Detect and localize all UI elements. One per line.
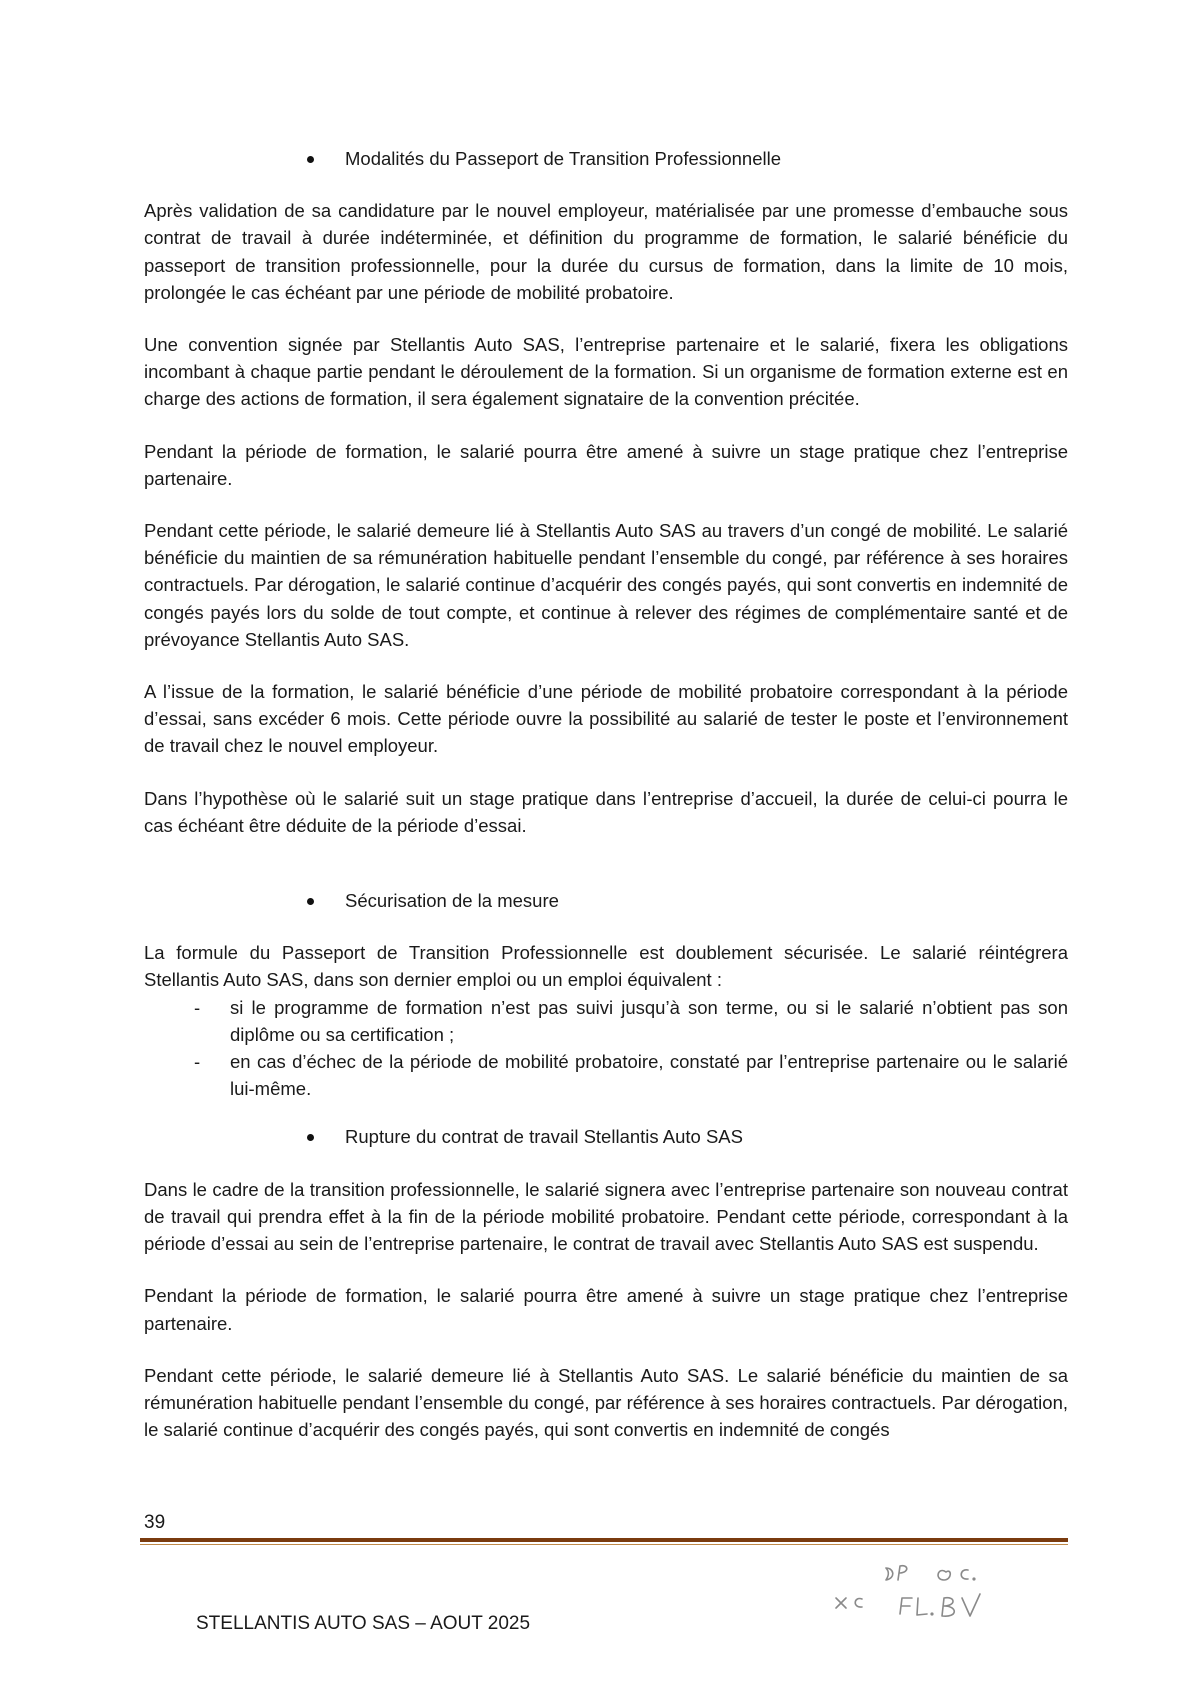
paragraph: Une convention signée par Stellantis Auto SAS, l’entreprise partenaire et le salarié, fixera les obligations incombant à chaque partie pendant le déroulement de la formation. Si un organisme de formation externe est en charge des actions de formation, il sera également signataire de la convention précitée. xyxy=(144,334,1068,410)
footer-rule xyxy=(140,1538,1068,1542)
bullet-icon xyxy=(307,156,314,163)
paragraph: A l’issue de la formation, le salarié bénéficie d’une période de mobilité probatoire correspondant à la période d’essai, sans excéder 6 mois. Cette période ouvre la possibilité au salarié de tester le poste et l’environnement de travail chez le nouvel employeur. xyxy=(144,681,1068,757)
paragraph: Dans le cadre de la transition professionnelle, le salarié signera avec l’entreprise partenaire son nouveau contrat de travail qui prendra effet à la fin de la période mobilité probatoire. Pendant cette période, correspondant à la période d’essai au sein de l’entreprise partenaire, le contrat de travail avec Stellantis Auto SAS est suspendu. xyxy=(144,1178,1068,1255)
handwritten-initials xyxy=(830,1558,1010,1628)
bullet-icon xyxy=(307,898,314,905)
paragraph: Pendant cette période, le salarié demeure lié à Stellantis Auto SAS. Le salarié bénéficie du maintien de sa rémunération habituelle pendant l’ensemble du congé, par référence à ses horaires contractuels. Par dérogation, le salarié continue d’acquérir des congés payés, qui sont convertis en indemnité de congés xyxy=(144,1364,1068,1441)
section-heading-securisation xyxy=(144,887,1068,914)
paragraph: Pendant cette période, le salarié demeure lié à Stellantis Auto SAS au travers d’un congé de mobilité. Le salarié bénéficie du maintien de sa rémunération habituelle pendant l’ensemble du congé, par référence à ses horaires contractuels. Par dérogation, le salarié continue d’acquérir des congés payés, qui sont convertis en indemnité de congés payés lors du solde de tout compte, et continue à relever des régimes de complémentaire santé et de prévoyance Stellantis Auto SAS. xyxy=(144,520,1068,650)
paragraph: Après validation de sa candidature par le nouvel employeur, matérialisée par une promesse d’embauche sous contrat de travail à durée indéterminée, et définition du programme de formation, le salarié bénéficie du passeport de transition professionnelle, pour la durée du cursus de formation, dans la limite de 10 mois, prolongée le cas échéant par une période de mobilité probatoire. xyxy=(144,200,1068,303)
section-heading-label: Rupture du contrat de travail Stellantis Auto SAS xyxy=(345,1126,743,1148)
footer-rule-thin xyxy=(140,1544,1068,1545)
dash-marker: - xyxy=(194,996,201,1018)
page-number: 39 xyxy=(144,1512,166,1533)
bullet-icon xyxy=(307,1134,314,1141)
paragraph: Pendant la période de formation, le salarié pourra être amené à suivre un stage pratique chez l’entreprise partenaire. xyxy=(144,440,1068,489)
list-item-text: en cas d’échec de la période de mobilité probatoire, constaté par l’entreprise partenaire ou le salarié lui-même. xyxy=(230,1051,1068,1100)
section-heading-label: Modalités du Passeport de Transition Professionnelle xyxy=(345,148,782,169)
dash-marker: - xyxy=(194,1051,201,1073)
paragraph: La formule du Passeport de Transition Professionnelle est doublement sécurisée. Le salarié réintégrera Stellantis Auto SAS, dans son dernier emploi ou un emploi équivalent : xyxy=(144,942,1068,991)
section-heading-modalites xyxy=(144,145,1068,172)
list-item-text: si le programme de formation n’est pas suivi jusqu’à son terme, ou si le salarié n’obtient pas son diplôme ou sa certification ; xyxy=(230,996,1068,1045)
section-heading-rupture xyxy=(144,1123,1068,1150)
dash-list xyxy=(144,994,1068,1103)
paragraph: Dans l’hypothèse où le salarié suit un stage pratique dans l’entreprise d’accueil, la durée de celui-ci pourra le cas échéant être déduite de la période d’essai. xyxy=(144,787,1068,836)
list-item xyxy=(144,994,1068,1048)
list-item xyxy=(144,1048,1068,1102)
paragraph: Pendant la période de formation, le salarié pourra être amené à suivre un stage pratique chez l’entreprise partenaire. xyxy=(144,1285,1068,1334)
footer-company-date: STELLANTIS AUTO SAS – AOUT 2025 xyxy=(196,1613,531,1634)
section-heading-label: Sécurisation de la mesure xyxy=(345,890,559,912)
page-content xyxy=(144,145,1068,1443)
